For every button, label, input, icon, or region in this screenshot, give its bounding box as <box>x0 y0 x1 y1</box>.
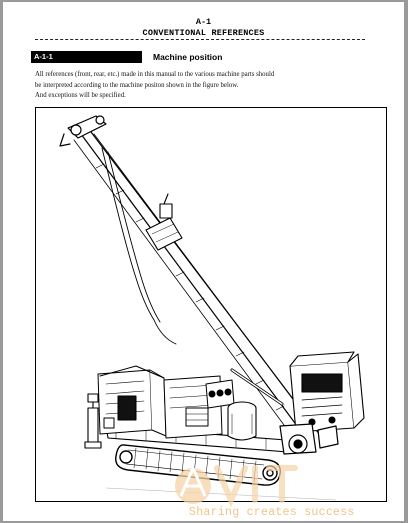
hydraulic-unit <box>164 376 234 438</box>
drilling-rig-illustration <box>36 108 387 502</box>
watermark-logo <box>171 450 381 510</box>
intro-line-1: All references (front, rear, etc.) made in this manual to the various machine parts should <box>35 71 275 78</box>
manual-page <box>3 2 404 521</box>
section-title: Machine position <box>153 52 223 62</box>
rotary-head <box>146 194 182 250</box>
chapter-title: CONVENTIONAL REFERENCES <box>142 28 265 38</box>
chapter-code: A-1 <box>195 17 212 27</box>
mast-head <box>60 116 106 146</box>
fluid-tank <box>228 402 256 440</box>
engine-block <box>98 366 166 436</box>
section-number-bar: A-1-1 <box>31 51 142 63</box>
machine-figure <box>35 107 387 502</box>
watermark-tagline: Sharing creates success <box>189 506 355 519</box>
dashed-rule <box>35 39 365 40</box>
intro-line-2: be interpreted according to the machine positon shown in the figure below. <box>35 82 239 89</box>
intro-line-3: And exceptions will be specified. <box>35 92 126 99</box>
operator-console <box>290 352 364 432</box>
